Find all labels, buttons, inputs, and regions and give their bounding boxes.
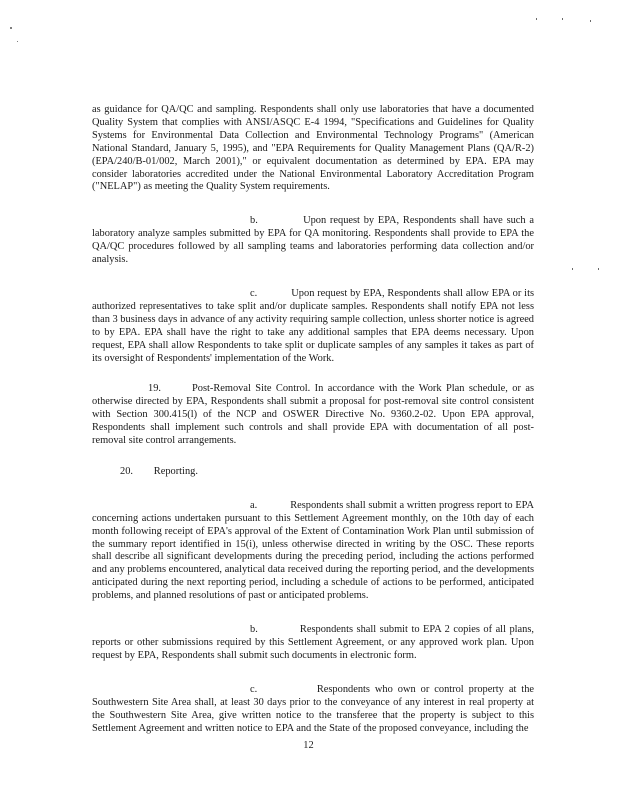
paragraph-label: c. xyxy=(250,683,258,695)
paragraph-text: Upon request by EPA, Respondents shall allow EPA or its authorized representatives to take split and/or duplicate samples. Respondents shall notify EPA not less than 3 business days in advance of any activity requiring sample collection, unless shorter notice is agreed to by EPA. EPA shall have the right to take any additional samples that EPA deems necessary. Upon request, EPA shall allow Respondents to take split or duplicate samples of any samples it takes as part of its oversight of Respondents' implementation of the Work. xyxy=(92,287,534,364)
paragraph-label: b. xyxy=(250,215,258,227)
body-text xyxy=(92,104,534,756)
paragraph-label: c. xyxy=(250,287,258,299)
paragraph-text: Post-Removal Site Control. In accordance with the Work Plan schedule, or as otherwise directed by EPA, Respondents shall submit a proposal for post-removal site control consistent with Section 300.415(l) of the NCP and OSWER Directive No. 9360.2-02. Upon EPA approval, Respondents shall implement such controls and shall provide EPA with documentation of all post-removal site control arrangements. xyxy=(92,383,534,447)
paragraph-label: b. xyxy=(250,624,258,636)
scan-speck xyxy=(10,27,12,29)
paragraph-text: Respondents shall submit a written progress report to EPA concerning actions undertaken pursuant to this Settlement Agreement monthly, on the 10th day of each month following receipt of EPA's approval of the Extent of Contamination Work Plan until submission of the summary report identified in 15(i), unless otherwise directed in writing by the OSC. These reports shall describe all significant developments during the preceding period, including the actions performed and any problems encountered, analytical data received during the reporting period, and the developments anticipated during the next reporting period, including a schedule of actions to be performed, anticipated problems, and planned resolutions of past or anticipated problems. xyxy=(92,499,534,602)
paragraph-20b xyxy=(92,624,534,663)
page-number: 12 xyxy=(303,740,314,751)
paragraph-20c xyxy=(92,684,534,736)
paragraph-label: 20. xyxy=(120,465,133,477)
paragraph-18b xyxy=(92,215,534,267)
paragraph-text: Upon request by EPA, Respondents shall have such a laboratory analyze samples submitted by EPA for QA monitoring. Respondents shall provide to EPA the QA/QC procedures followed by all sampling teams and laboratories performing data collection and/or analysis. xyxy=(92,215,534,266)
section-heading-text: Reporting. xyxy=(153,465,198,477)
scan-speck xyxy=(598,268,599,270)
paragraph-text: Respondents shall submit to EPA 2 copies of all plans, reports or other submissions required by this Settlement Agreement, or any approved work plan. Upon request by EPA, Respondents shall submit such documents in electronic form. xyxy=(92,624,534,661)
paragraph-qa-guidance xyxy=(92,104,534,194)
scan-speck xyxy=(536,18,537,20)
section-heading-20 xyxy=(92,466,534,479)
paragraph-text: as guidance for QA/QC and sampling. Respondents shall only use laboratories that have a documented Quality System that complies with ANSI/ASQC E-4 1994, "Specifications and Guidelines for Quality Systems for Environmental Data Collection and Environmental Technology Programs" (American National Standard, January 5, 1995), and "EPA Requirements for Quality Management Plans (QA/R-2) (EPA/240/B-01/002, March 2001)," or equivalent documentation as determined by EPA. EPA may consider laboratories accredited under the National Environmental Laboratory Accreditation Program ("NELAP") as meeting the Quality System requirements. xyxy=(92,104,534,193)
scan-speck xyxy=(17,41,18,42)
paragraph-19 xyxy=(92,383,534,448)
paragraph-18c xyxy=(92,288,534,365)
scan-speck xyxy=(572,268,573,270)
paragraph-label: 19. xyxy=(148,383,161,395)
paragraph-20a xyxy=(92,500,534,603)
scan-speck xyxy=(562,18,563,20)
paragraph-text: Respondents who own or control property at the Southwestern Site Area shall, at least 30 days prior to the conveyance of any interest in real property at the Southwestern Site Area, give written notice to the transferee that the property is subject to this Settlement Agreement and written notice to EPA and the State of the proposed conveyance, including the xyxy=(92,683,534,734)
paragraph-label: a. xyxy=(250,499,258,511)
scan-speck xyxy=(590,20,591,22)
